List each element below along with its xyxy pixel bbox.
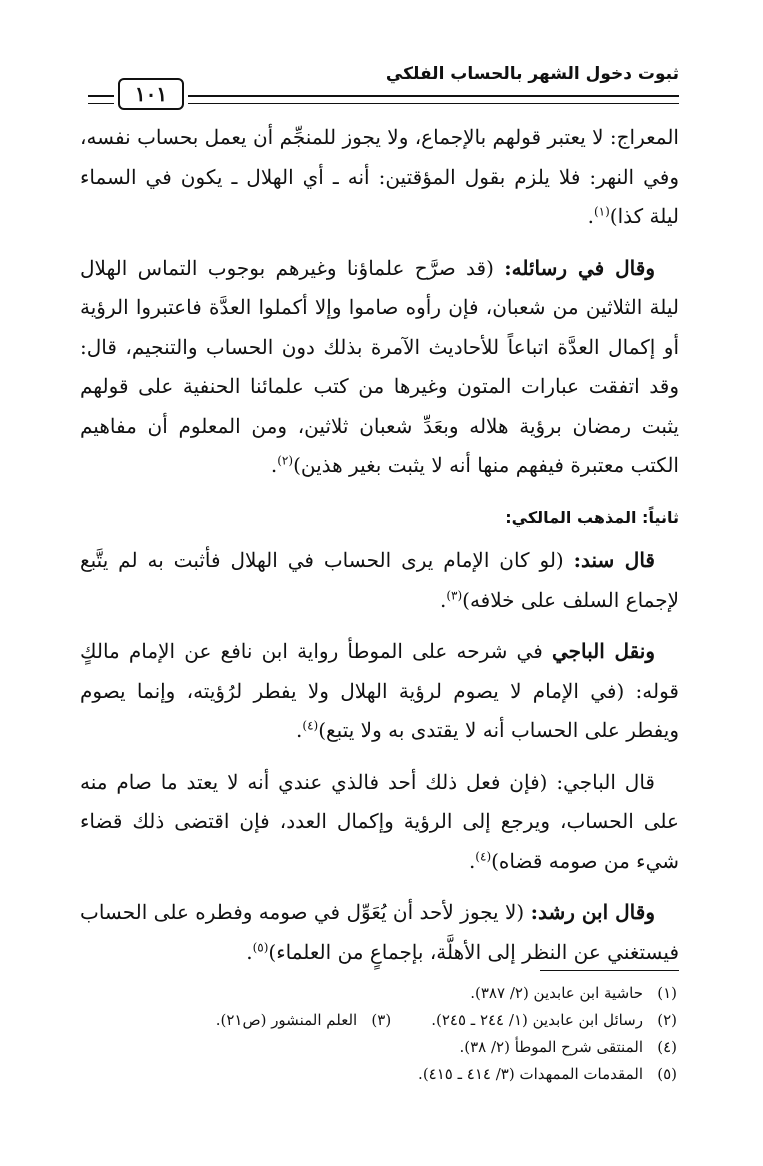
footnote-text: حاشية ابن عابدين (٢/ ٣٨٧). [470, 984, 643, 1002]
paragraph-text: (لو كان الإمام يرى الحساب في الهلال فأثبت به لم يتَّبع لإجماع السلف على خلافه) [80, 548, 679, 612]
footnote-marker[interactable]: (٥) [252, 939, 269, 954]
header-rule [188, 95, 679, 104]
quote-lead: وقال في رسائله: [504, 255, 655, 280]
footnote [80, 1034, 677, 1061]
period: . [439, 587, 447, 612]
period: . [468, 848, 476, 873]
footnote [80, 1007, 677, 1034]
footnote-marker[interactable]: (٣) [446, 587, 463, 602]
footnote-text: العلم المنشور (ص٢١). [215, 1011, 358, 1029]
footnote-marker[interactable]: (٤) [475, 848, 492, 863]
header-rule-left [88, 95, 114, 104]
footnote-text: رسائل ابن عابدين (١/ ٢٤٤ ـ ٢٤٥). [431, 1011, 643, 1029]
footnote-number: (٥) [657, 1065, 677, 1083]
main-text [80, 118, 679, 984]
footnote-number: (٢) [657, 1011, 677, 1029]
paragraph [80, 632, 679, 751]
page-header [88, 58, 679, 104]
paragraph-text: المعراج: لا يعتبر قولهم بالإجماع، ولا يجوز للمنجِّم أن يعمل بحساب نفسه، وفي النهر: فلا يلزم بقول المؤقتين: أنه ـ أي الهلال ـ يكون في السماء ليلة كذا) [80, 125, 679, 228]
footnote-number: (٣) [371, 1011, 392, 1029]
paragraph [80, 118, 679, 237]
footnote-text: المقدمات الممهدات (٣/ ٤١٤ ـ ٤١٥). [418, 1065, 643, 1083]
page-number: ١٠١ [118, 78, 184, 110]
footnote-marker[interactable]: (٢) [277, 453, 294, 468]
footnote [80, 980, 677, 1007]
footnote-number: (٤) [657, 1038, 677, 1056]
footnote-marker[interactable]: (١) [593, 204, 610, 219]
paragraph [80, 249, 679, 486]
period: . [246, 939, 253, 964]
period: . [587, 204, 594, 228]
paragraph-text: (قد صرَّح علماؤنا وغيرهم بوجوب التماس الهلال ليلة الثلاثين من شعبان، فإن رأوه صاموا وإلا أكملوا العدَّة فاعتبروا الرؤية أو إكمال العدَّة اتباعاً للأحاديث الآمرة بذلك دون الحساب والتنجيم، قال: وقد اتفقت عبارات المتون وغيرها من كتب علمائنا الحنفية على قولهم يثبت رمضان برؤية هلاله وبعَدِّ شعبان ثلاثين، ومن المعلوم أن مفاهيم الكتب معتبرة فيفهم منها أنه لا يثبت بغير هذين) [80, 255, 679, 477]
paragraph [80, 541, 679, 620]
running-title: ثبوت دخول الشهر بالحساب الفلكي [385, 64, 679, 84]
paragraph-text: قال الباجي: (فإن فعل ذلك أحد فالذي عندي أنه لا يعتد ما صام منه على الحساب، ويرجع إلى الرؤية وإكمال العدد، فإن اقتضى ذلك قضاء شيء من صومه قضاه) [80, 769, 679, 873]
footnote-separator [540, 970, 679, 971]
paragraph-text: في شرحه على الموطأ رواية ابن نافع عن الإمام مالكٍ قوله: (في الإمام لا يصوم لرؤية الهلال ولا يفطر لرُؤيته، وإنما يصوم ويفطر على الحساب أنه لا يقتدى به ولا يتبع) [80, 639, 679, 742]
paragraph-text: (لا يجوز لأحد أن يُعَوِّل في صومه وفطره على الحساب فيستغني عن النظر إلى الأهلَّة، بإجماعٍ من العلماء) [80, 900, 679, 964]
period: . [270, 453, 278, 477]
footnotes [80, 980, 677, 1088]
period: . [296, 718, 303, 742]
section-heading: ثانياً: المذهب المالكي: [505, 507, 679, 527]
paragraph [80, 763, 679, 882]
quote-lead: ونقل الباجي [551, 639, 656, 663]
footnote-marker[interactable]: (٤) [302, 718, 319, 733]
quote-lead: قال سند: [573, 548, 655, 572]
quote-lead: وقال ابن رشد: [530, 900, 655, 924]
paragraph [80, 893, 679, 972]
footnote [80, 1061, 677, 1088]
footnote-number: (١) [657, 984, 677, 1002]
footnote-text: المنتقى شرح الموطأ (٢/ ٣٨). [459, 1038, 643, 1056]
